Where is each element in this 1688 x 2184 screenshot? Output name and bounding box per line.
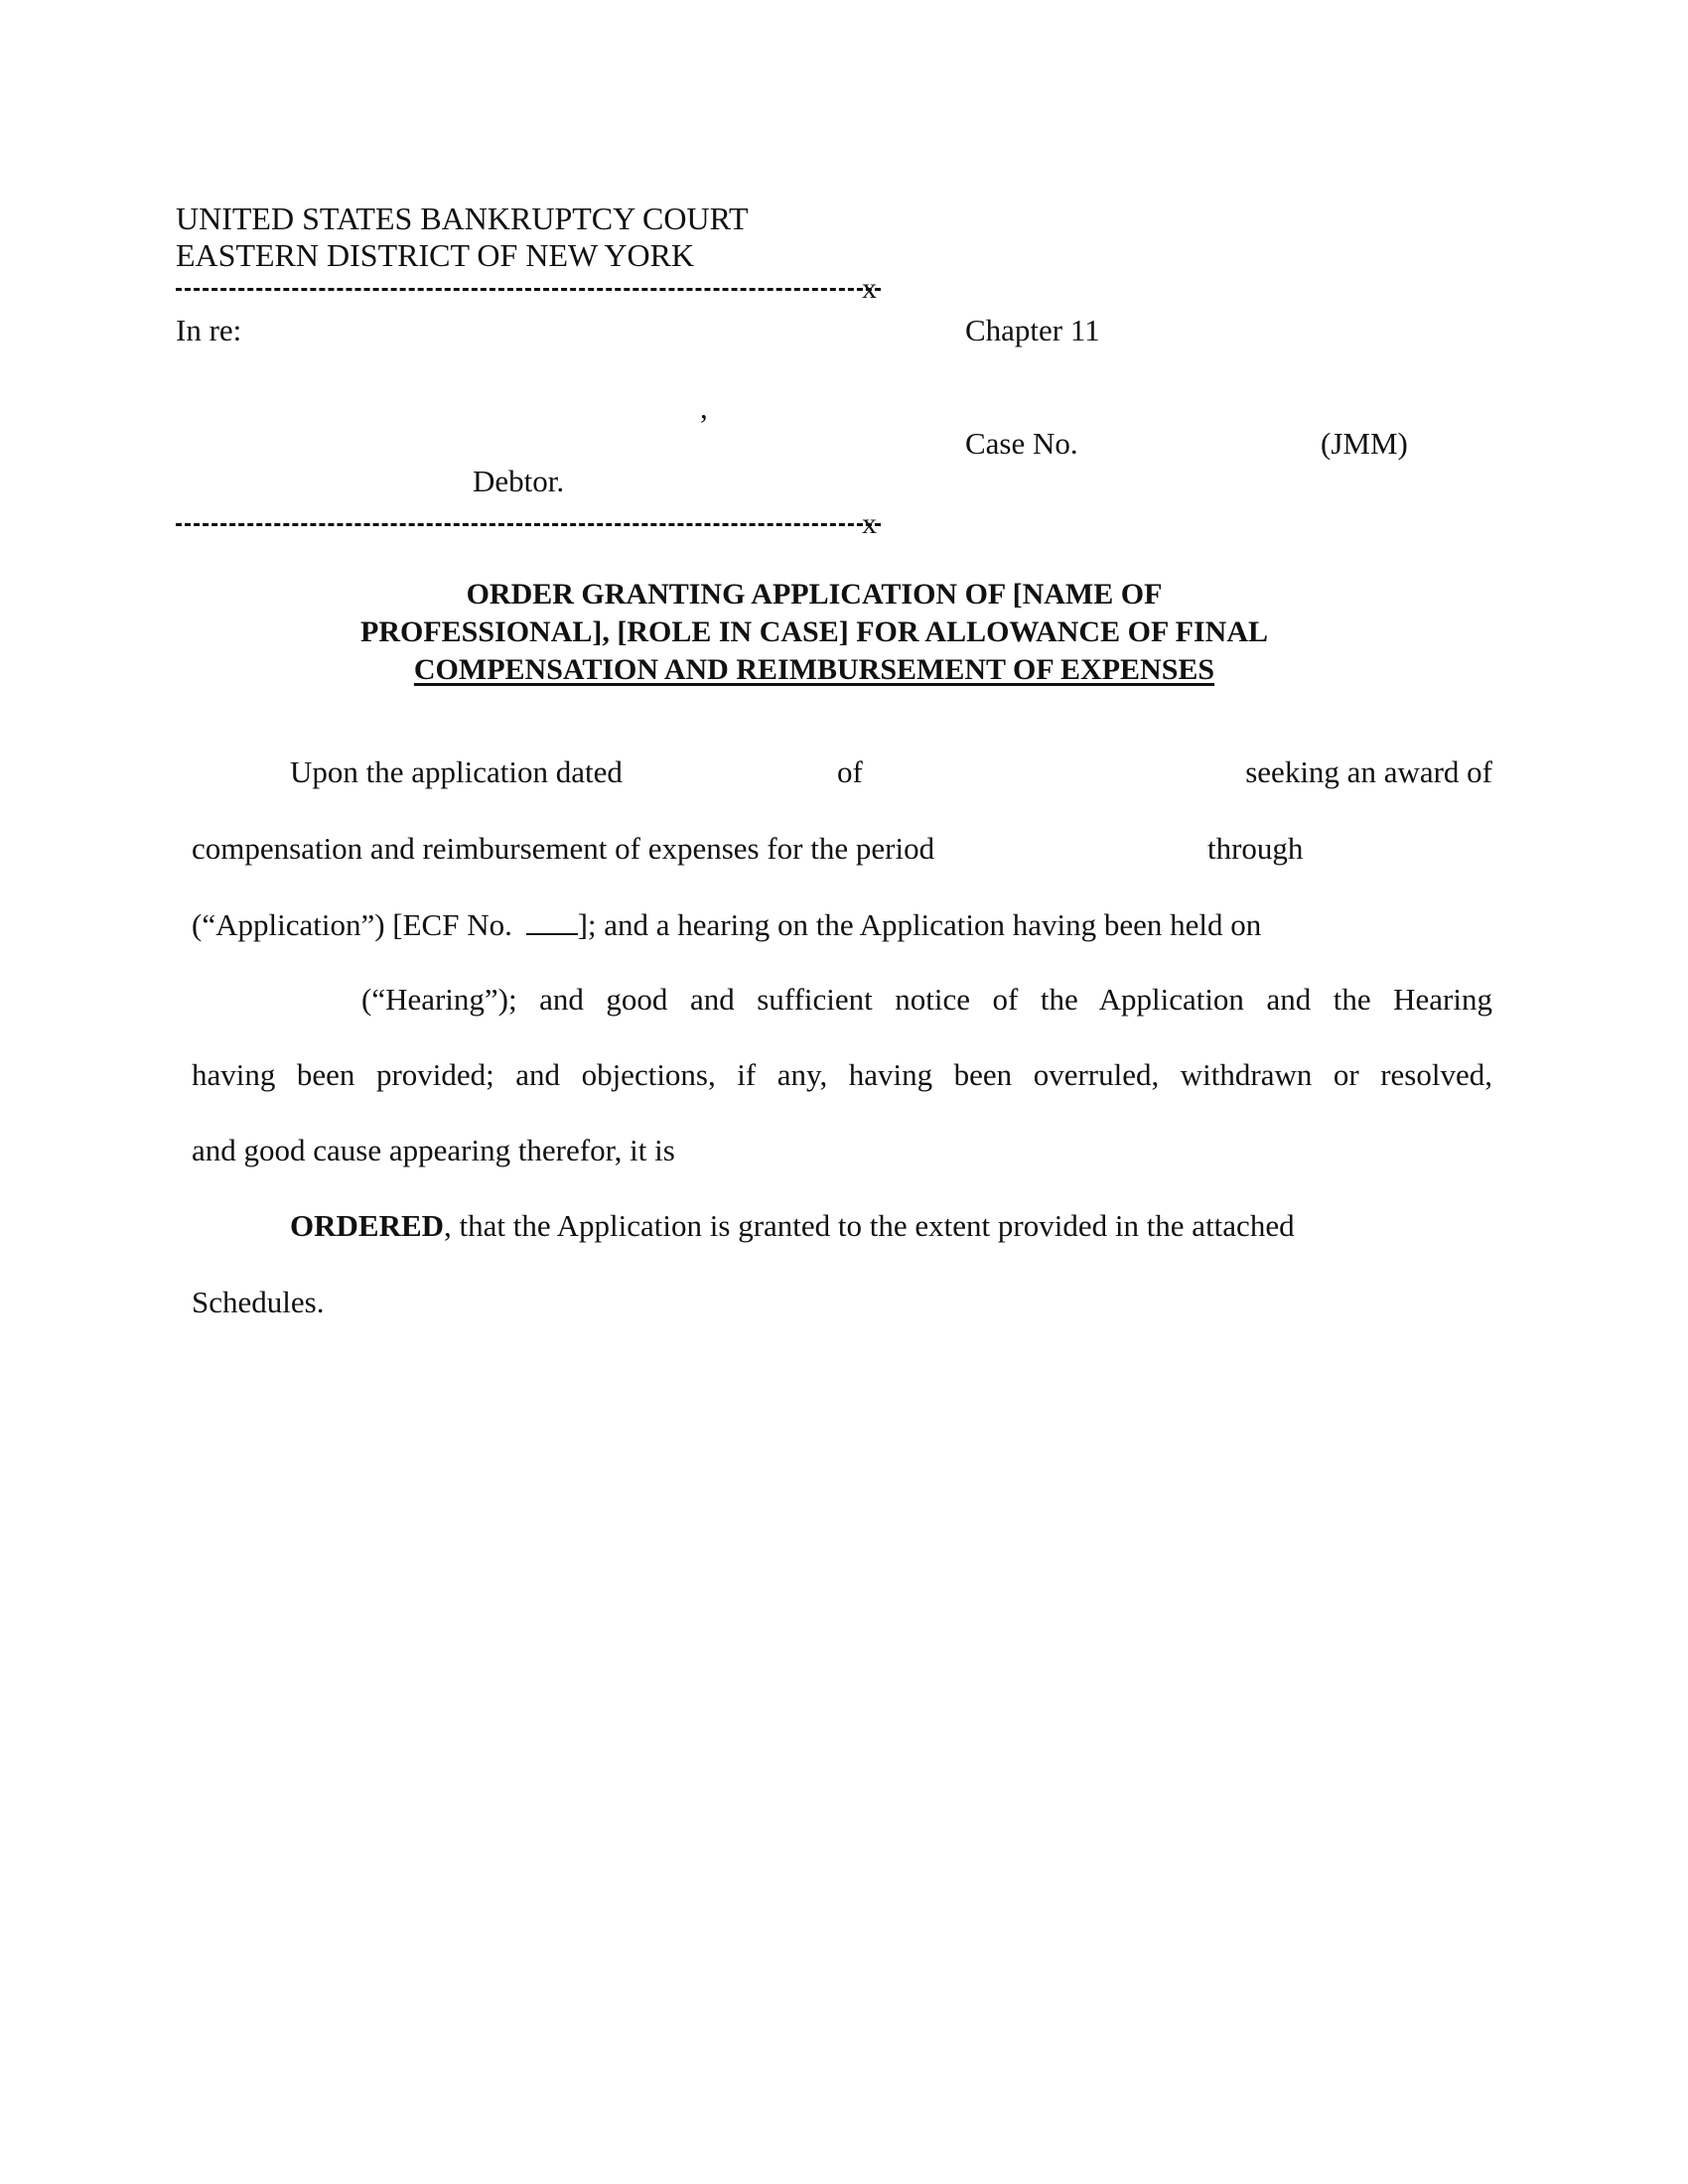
body-line-2-b: through: [1207, 831, 1304, 866]
debtor-name-comma: ,: [700, 390, 708, 425]
caption-rule-bottom: [176, 499, 881, 526]
in-re-label: In re:: [176, 313, 242, 347]
order-title-line-1: ORDER GRANTING APPLICATION OF [NAME OF: [466, 578, 1163, 611]
body-line-5-text: having been provided; and objections, if any, having been overruled, withdrawn or resolved,: [192, 1057, 1492, 1092]
body-line-4-text: (“Hearing”); and good and sufficient notice of the Application and the Hearing: [361, 982, 1492, 1017]
body-line-1-c: seeking an award of: [1245, 754, 1492, 789]
ordered-text: , that the Application is granted to the extent provided in the attached: [444, 1208, 1295, 1243]
chapter-label: Chapter 11: [965, 313, 1100, 347]
ordered-keyword: ORDERED: [290, 1208, 445, 1243]
caption-rule-top-end: x: [862, 272, 877, 305]
judge-initials: (JMM): [1321, 426, 1408, 461]
ordered-paragraph-line-2: Schedules.: [192, 1285, 325, 1319]
order-title: [298, 576, 1331, 689]
body-line-1-b: of: [837, 754, 863, 789]
court-district: EASTERN DISTRICT OF NEW YORK: [176, 237, 695, 273]
debtor-label: Debtor.: [473, 464, 565, 498]
body-line-3-a: (“Application”) [ECF No. ]; and a hearing on the Application having been held on: [192, 907, 1262, 942]
court-name: UNITED STATES BANKRUPTCY COURT: [176, 201, 749, 236]
case-number-label: Case No.: [965, 426, 1078, 461]
body-line-3-b: ]; and a hearing on the Application having been held on: [577, 907, 1262, 942]
order-title-line-2: PROFESSIONAL], [ROLE IN CASE] FOR ALLOWANCE OF FINAL: [360, 615, 1268, 648]
body-line-2-a: compensation and reimbursement of expenses for the period: [192, 831, 935, 866]
body-line-3: [192, 905, 1492, 944]
body-line-6: and good cause appearing therefor, it is: [192, 1133, 675, 1167]
caption-rule-bottom-end: x: [862, 507, 877, 540]
ecf-number-blank: [526, 905, 578, 935]
body-line-1-a: Upon the application dated: [290, 754, 623, 789]
caption-rule-top: [176, 264, 881, 291]
order-title-line-3: COMPENSATION AND REIMBURSEMENT OF EXPENSES: [413, 653, 1215, 686]
